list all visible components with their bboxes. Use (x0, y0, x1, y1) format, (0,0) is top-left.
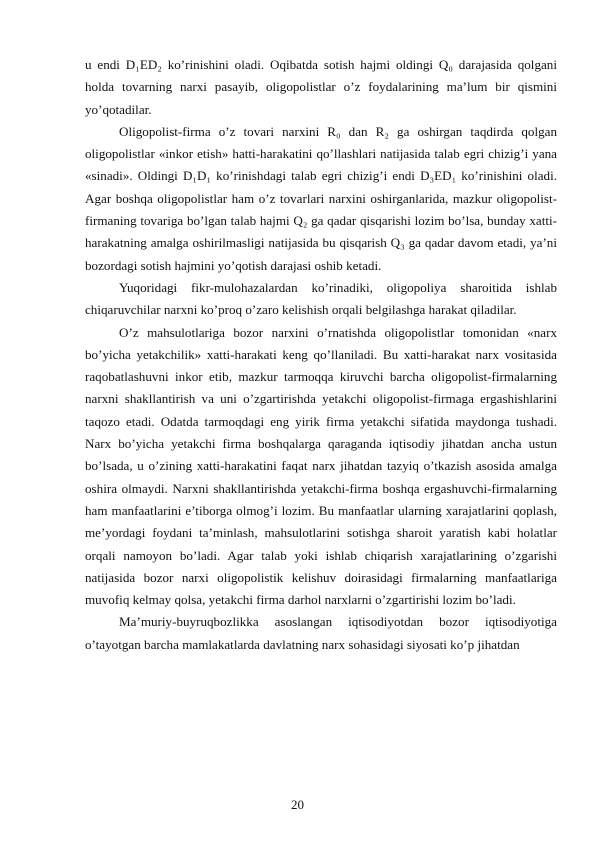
paragraph-price-leadership: O’z mahsulotlariga bozor narxini o’rnatishda oligopolistlar tomonidan «narx bo’yicha yetakchilik» xatti-harakati keng qo’llaniladi. Bu xatti-harakat narx vositasida raqobatlashuvni inkor etib, mazkur tarmoqqa kiruvchi barcha oligopolist-firmalarning narxni shakllantirish va uni o’zgartirishda yetakchi oligopolist-firmaga ergashishlarini taqozo etadi. Odatda tarmoqdagi eng yirik firma yetakchi sifatida maydonga tushadi. Narx bo’yicha yetakchi firma boshqalarga qaraganda iqtisodiy jihatdan ancha ustun bo’lsada, u o’zining xatti-harakatini faqat narx jihatdan tazyiq o’tkazish asosida amalga oshira olmaydi. Narxni shakllantirishda yetakchi-firma boshqa ergashuvchi-firmalarning ham manfaatlarini e’tiborga olmog’i lozim. Bu manfaatlar ularning xarajatlarini qoplash, me’yordagi foydani ta’minlash, mahsulotlarini sotishga sharoit yaratish kabi holatlar orqali namoyon bo’ladi. Agar talab yoki ishlab chiqarish xarajatlarining o’zgarishi natijasida bozor narxi oligopolistik kelishuv doirasidagi firmalarning manfaatlariga muvofiq kelmay qolsa, yetakchi firma darhol narxlarni o’zgartirishi lozim bo’ladi. (85, 324, 557, 608)
paragraph-continuation: u endi D₁ED₂ ko’rinishini oladi. Oqibatda sotish hajmi oldingi Q₀ darajasida qolgani holda tovarning narxi pasayib, oligopolistlar o’z foydalarining ma’lum bir qismini yo’qotadilar. (85, 57, 557, 117)
paragraph-price-increase: Oligopolist-firma o’z tovari narxini R₀ dan R₂ ga oshirgan taqdirda qolgan oligopolistlar «inkor etish» hatti-harakatini qo’llashlari natijasida talab egri chizig’i yana «sinadi». Oldingi D₁D₁ ko’rinishdagi talab egri chizig’i endi D₃ED₁ ko’rinishini oladi. Agar boshqa oligopolistlar ham o’z tovarlari narxini oshirganlarida, mazkur oligopolist-firmaning tovariga bo’lgan talab hajmi Q₂ ga qadar qisqarishi lozim bo’lsa, bunday xatti-harakatning amalga oshirilmasligi natijasida bu qisqarish Q₃ ga qadar davom etadi, ya’ni bozordagi sotish hajmini yo’qotish darajasi oshib ketadi. (85, 123, 557, 273)
page-number: 20 (291, 797, 304, 812)
paragraph-transition-economies: Ma’muriy-buyruqbozlikka asoslangan iqtisodiyotdan bozor iqtisodiyotiga o’tayotgan barcha mamlakatlarda davlatning narx sohasidagi siyosati ko’p jihatdan (85, 614, 557, 652)
paragraph-conclusion: Yuqoridagi fikr-mulohazalardan ko’rinadiki, oligopoliya sharoitida ishlab chiqaruvchilar narxni ko’proq o’zaro kelishish orqali belgilashga harakat qiladilar. (85, 279, 557, 318)
page-body (85, 54, 557, 656)
